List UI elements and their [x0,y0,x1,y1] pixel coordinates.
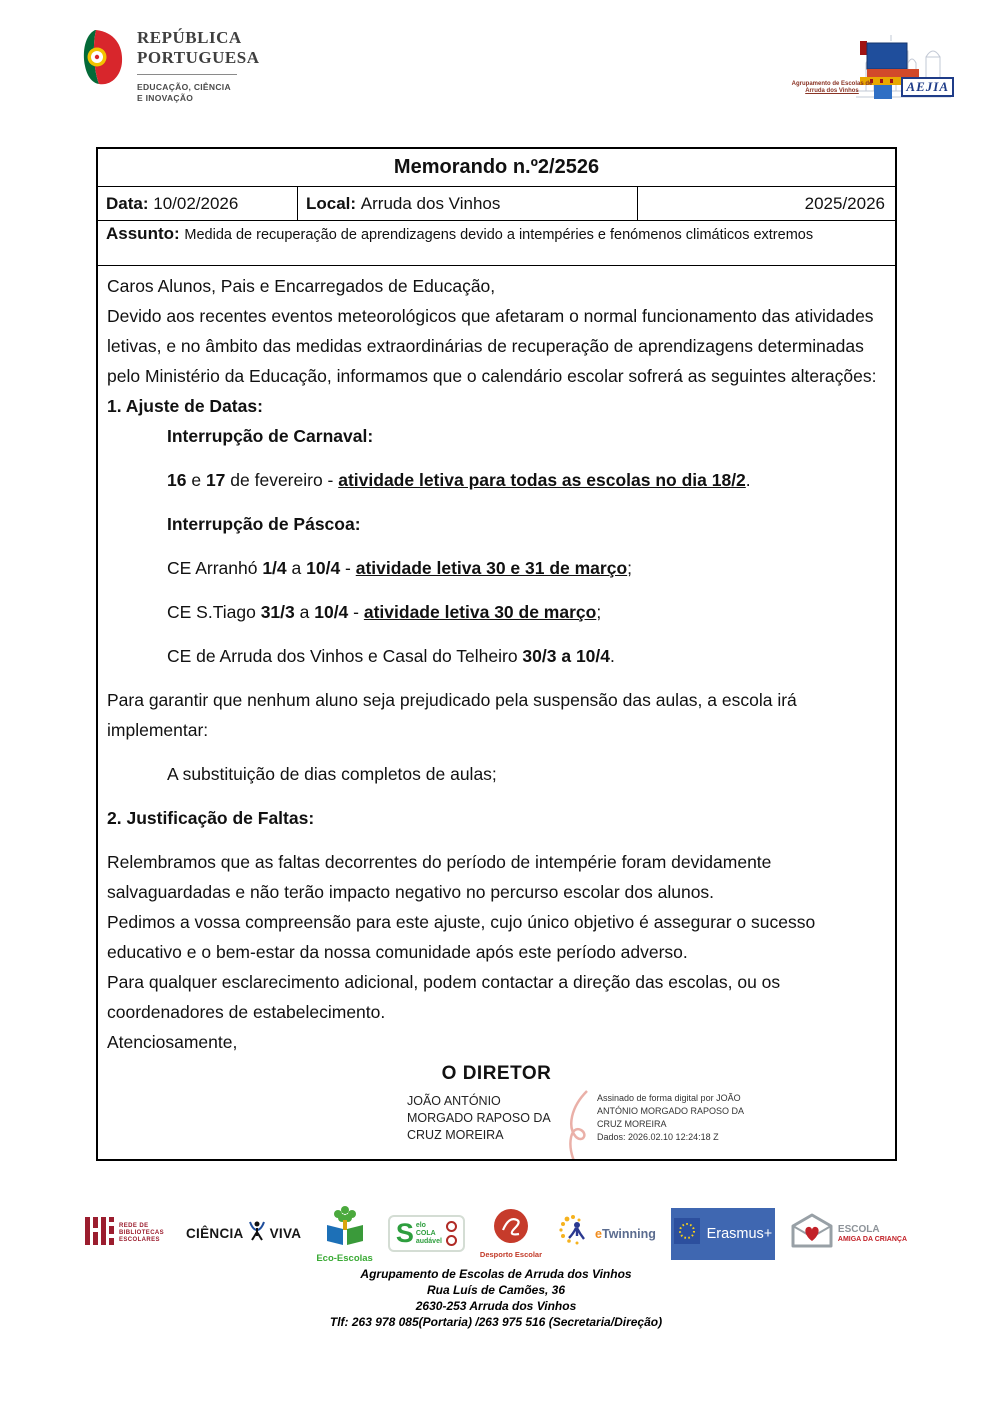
carnaval-line: 16 e 17 de fevereiro - atividade letiva para todas as escolas no dia 18/2. [167,470,751,490]
eu-flag-icon [674,1218,700,1249]
guarantee-paragraph: Para garantir que nenhum aluno seja prejudicado pela suspensão das aulas, a escola irá implementar: [107,690,797,740]
gov-dept-line2: E INOVAÇÃO [137,93,194,103]
intro-paragraph: Devido aos recentes eventos meteorológicos que afetaram o normal funcionamento das atividades letivas, e no âmbito das medidas extraordinárias de recuperação de aprendizagens determinadas pelo Ministério da Educação, informamos que o calendário escolar sofrerá as seguintes alterações: [107,306,877,386]
ciencia-viva-figure-icon [248,1220,266,1247]
memo-local-cell [298,187,638,220]
memo-info-row [98,187,895,221]
gov-dept-line1: EDUCAÇÃO, CIÊNCIA [137,82,231,92]
memo-title: Memorando n.º2/2526 [98,149,895,187]
contact-paragraph: Para qualquer esclarecimento adicional, podem contactar a direção das escolas, ou os coordenadores de estabelecimento. [107,972,781,1022]
selo-s-letter: S [395,1218,414,1248]
arruda-line: CE de Arruda dos Vinhos e Casal do Telheiro 30/3 a 10/4. [167,646,615,666]
etwinning-label: Twinning [601,1226,656,1241]
rbe-bars-icon [85,1217,115,1250]
memo-date-cell [98,187,298,220]
school-name-line1: Agrupamento de Escolas de [791,81,873,87]
comprehension-paragraph: Pedimos a vossa compreensão para este ajuste, cujo único objetivo é assegurar o sucesso educativo e o bem-estar da nossa comunidade após este período adverso. [107,912,816,962]
local-label: Local: [306,193,357,213]
address-line-3: 2630-253 Arruda dos Vinhos [415,1299,577,1313]
etwinning-figure-icon [557,1214,591,1253]
address-line-2: Rua Luís de Camões, 36 [426,1283,566,1297]
desporto-escolar-logo [480,1208,542,1259]
closing-line: Atenciosamente, [107,1032,238,1052]
section-1-heading: 1. Ajuste de Datas: [107,396,263,416]
ciencia-label: CIÊNCIA [186,1226,244,1241]
director-title: O DIRETOR [441,1063,552,1084]
address-line-1: Agrupamento de Escolas de Arruda dos Vinhos [360,1267,632,1281]
republica-portuguesa-logo [80,28,259,104]
school-logo [788,33,956,107]
eco-escolas-logo [316,1203,373,1264]
etwinning-logo [557,1214,656,1253]
memo-body [98,266,895,1159]
envelope-heart-icon [790,1213,834,1254]
school-acronym-badge: AEJIA [901,77,954,97]
date-value: 10/02/2026 [153,193,239,213]
eco-escolas-label: Eco-Escolas [316,1253,373,1264]
memo-table [96,147,897,1161]
desporto-escolar-icon [493,1208,529,1249]
selo-line1: elo [415,1221,426,1229]
rbe-label: REDE DE BIBLIOTECAS ESCOLARES [119,1223,165,1243]
erasmus-label: Erasmus+ [706,1225,773,1242]
escola-amiga-line2: AMIGA DA CRIANÇA [837,1235,907,1243]
selo-line3: audável [415,1237,442,1245]
erasmus-logo [671,1208,775,1260]
date-label: Data: [106,193,149,213]
divider [137,74,237,75]
signature-ribbon-icon [561,1087,595,1159]
arranho-line: CE Arranhó 1/4 a 10/4 - atividade letiva 30 e 31 de março; [167,558,633,578]
school-name-line2: Arruda dos Vinhos [805,88,859,94]
local-value: Arruda dos Vinhos [360,193,501,213]
escola-amiga-logo [790,1213,907,1254]
signer-name: JOÃO ANTÓNIO MORGADO RAPOSO DA CRUZ MOREIRA [407,1094,551,1142]
stiago-line: CE S.Tiago 31/3 a 10/4 - atividade letiva 30 de março; [167,602,602,622]
memo-subject-row [98,221,895,266]
signature-date: Dados: 2026.02.10 12:24:18 Z [597,1132,719,1142]
address-line-4: Tlf: 263 978 085(Portaria) /263 975 516 (Secretaria/Direção) [329,1315,663,1329]
rbe-logo [85,1217,171,1250]
pascoa-heading: Interrupção de Páscoa: [167,514,361,534]
gov-logo-line2: PORTUGUESA [137,48,260,67]
selo-rings-icon [446,1221,457,1246]
desporto-escolar-label: Desporto Escolar [479,1250,543,1259]
section-2-heading: 2. Justificação de Faltas: [107,808,315,828]
digital-signature-widget[interactable] [407,1087,886,1159]
selo-escola-saudavel-logo [388,1215,465,1252]
selo-line2: COLA [415,1229,436,1237]
subject-value: Medida de recuperação de aprendizagens devido a intempéries e fenómenos climáticos extremos [184,227,814,243]
footer-address [0,1266,992,1330]
faltas-paragraph: Relembramos que as faltas decorrentes do período de intempérie foram devidamente salvaguardadas e não terão impacto negativo no percurso escolar dos alunos. [107,852,772,902]
greeting: Caros Alunos, Pais e Encarregados de Educação, [107,276,496,296]
etwinning-e: e [595,1226,602,1241]
subject-label: Assunto: [106,224,180,243]
carnaval-heading: Interrupção de Carnaval: [167,426,374,446]
portugal-flag-icon [80,28,124,104]
substitution-line: A substituição de dias completos de aulas; [167,764,497,784]
ciencia-viva-logo [186,1220,301,1247]
signature-note: Assinado de forma digital por JOÃO ANTÓNIO MORGADO RAPOSO DA CRUZ MOREIRA [597,1093,744,1129]
escola-amiga-line1: ESCOLA [837,1223,880,1235]
school-year: 2025/2026 [804,193,885,213]
gov-logo-line1: REPÚBLICA [137,28,242,47]
partner-logos [0,1203,992,1264]
eco-escolas-tree-icon [322,1203,368,1252]
viva-label: VIVA [269,1226,302,1241]
